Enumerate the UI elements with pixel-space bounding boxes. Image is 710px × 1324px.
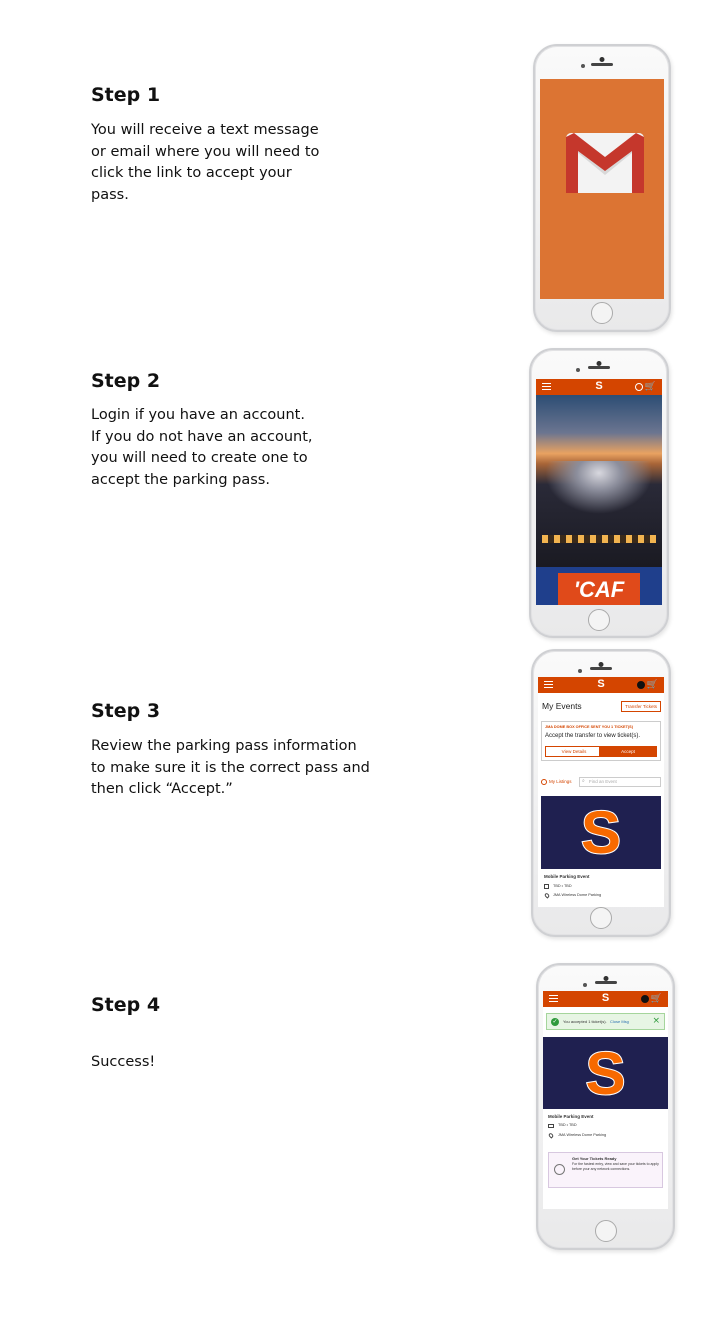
event-date: TBD • TBD bbox=[553, 884, 572, 888]
home-button bbox=[591, 302, 613, 324]
success-banner bbox=[546, 1013, 665, 1030]
account-icon[interactable] bbox=[641, 995, 649, 1003]
stadium-photo bbox=[536, 395, 662, 567]
step-4-text: Success! bbox=[91, 1054, 156, 1070]
event-logo: S bbox=[585, 1039, 626, 1107]
menu-icon[interactable] bbox=[549, 995, 558, 1002]
check-icon: ✓ bbox=[552, 1018, 558, 1025]
notice-small: JMA DOME BOX OFFICE SENT YOU 1 TICKET(S) bbox=[545, 725, 633, 729]
tip-card bbox=[548, 1152, 663, 1188]
phone-step-1 bbox=[533, 44, 671, 332]
promo-banner bbox=[536, 567, 662, 605]
event-name: Mobile Parking Event bbox=[548, 1114, 594, 1119]
transfer-notice bbox=[541, 721, 661, 761]
event-logo: S bbox=[580, 799, 622, 866]
step-4-title: Step 4 bbox=[91, 994, 161, 1016]
gmail-screen bbox=[540, 79, 664, 299]
app-logo: S bbox=[601, 992, 610, 1004]
refresh-icon[interactable] bbox=[541, 779, 547, 785]
account-icon[interactable] bbox=[637, 681, 645, 689]
search-input[interactable] bbox=[579, 777, 661, 787]
tip-title: Get Your Tickets Ready bbox=[572, 1156, 617, 1161]
step-2-text: Login if you have an account. If you do not have an account, you will need to create one to accept the parking pass. bbox=[91, 407, 313, 488]
step-3-title: Step 3 bbox=[91, 700, 161, 722]
home-button bbox=[588, 609, 610, 631]
account-icon[interactable] bbox=[635, 383, 643, 391]
ticket-icon bbox=[548, 1124, 554, 1128]
event-date: TBD • TBD bbox=[558, 1123, 577, 1127]
search-icon: ⌕ bbox=[582, 778, 585, 784]
app-logo: S bbox=[597, 678, 605, 690]
menu-icon[interactable] bbox=[544, 681, 553, 688]
view-details-button[interactable]: View Details bbox=[545, 746, 603, 757]
phone-step-3 bbox=[531, 649, 671, 937]
phone-step-2 bbox=[529, 348, 669, 638]
tip-body: For the fastest entry, view and save your tickets to apply before your any network connections. bbox=[572, 1162, 659, 1171]
gmail-icon bbox=[540, 79, 664, 299]
calendar-icon bbox=[544, 884, 549, 889]
my-events-heading: My Events bbox=[542, 701, 582, 711]
cart-icon[interactable]: 🛒 bbox=[646, 680, 658, 690]
cart-icon[interactable]: 🛒 bbox=[644, 382, 656, 392]
cart-icon[interactable]: 🛒 bbox=[650, 994, 662, 1004]
menu-icon[interactable] bbox=[542, 383, 551, 390]
event-venue: JMA Wireless Dome Parking bbox=[558, 1133, 607, 1137]
my-listings-tab[interactable]: My Listings bbox=[549, 779, 572, 784]
event-image[interactable] bbox=[543, 1037, 668, 1109]
tip-icon bbox=[554, 1164, 565, 1175]
phone-step-4 bbox=[536, 963, 675, 1250]
app-logo: S bbox=[595, 380, 603, 392]
home-button bbox=[590, 907, 612, 929]
close-icon[interactable]: × bbox=[652, 1016, 660, 1026]
event-image[interactable] bbox=[541, 796, 661, 869]
step-1-text: You will receive a text message or email where you will need to click the link to accept your pass. bbox=[91, 122, 320, 203]
step-1-title: Step 1 bbox=[91, 84, 161, 106]
accept-button[interactable]: Accept bbox=[599, 746, 657, 757]
search-placeholder: Find an Event bbox=[589, 779, 617, 784]
notice-main: Accept the transfer to view ticket(s). bbox=[545, 733, 641, 739]
event-name: Mobile Parking Event bbox=[544, 874, 590, 879]
promo-text: 'CAF bbox=[558, 573, 640, 605]
close-message-link[interactable]: Close Msg bbox=[610, 1019, 629, 1024]
home-button bbox=[595, 1220, 617, 1242]
step-2-title: Step 2 bbox=[91, 370, 161, 392]
location-icon bbox=[548, 1132, 554, 1138]
transfer-tickets-button[interactable]: Transfer Tickets bbox=[621, 701, 661, 712]
step-3-text: Review the parking pass information to make sure it is the correct pass and then click “Accept.” bbox=[91, 738, 370, 797]
event-venue: JMA Wireless Dome Parking bbox=[553, 893, 602, 897]
location-icon bbox=[544, 892, 550, 898]
success-message: You accepted 1 ticket(s). bbox=[563, 1019, 607, 1024]
